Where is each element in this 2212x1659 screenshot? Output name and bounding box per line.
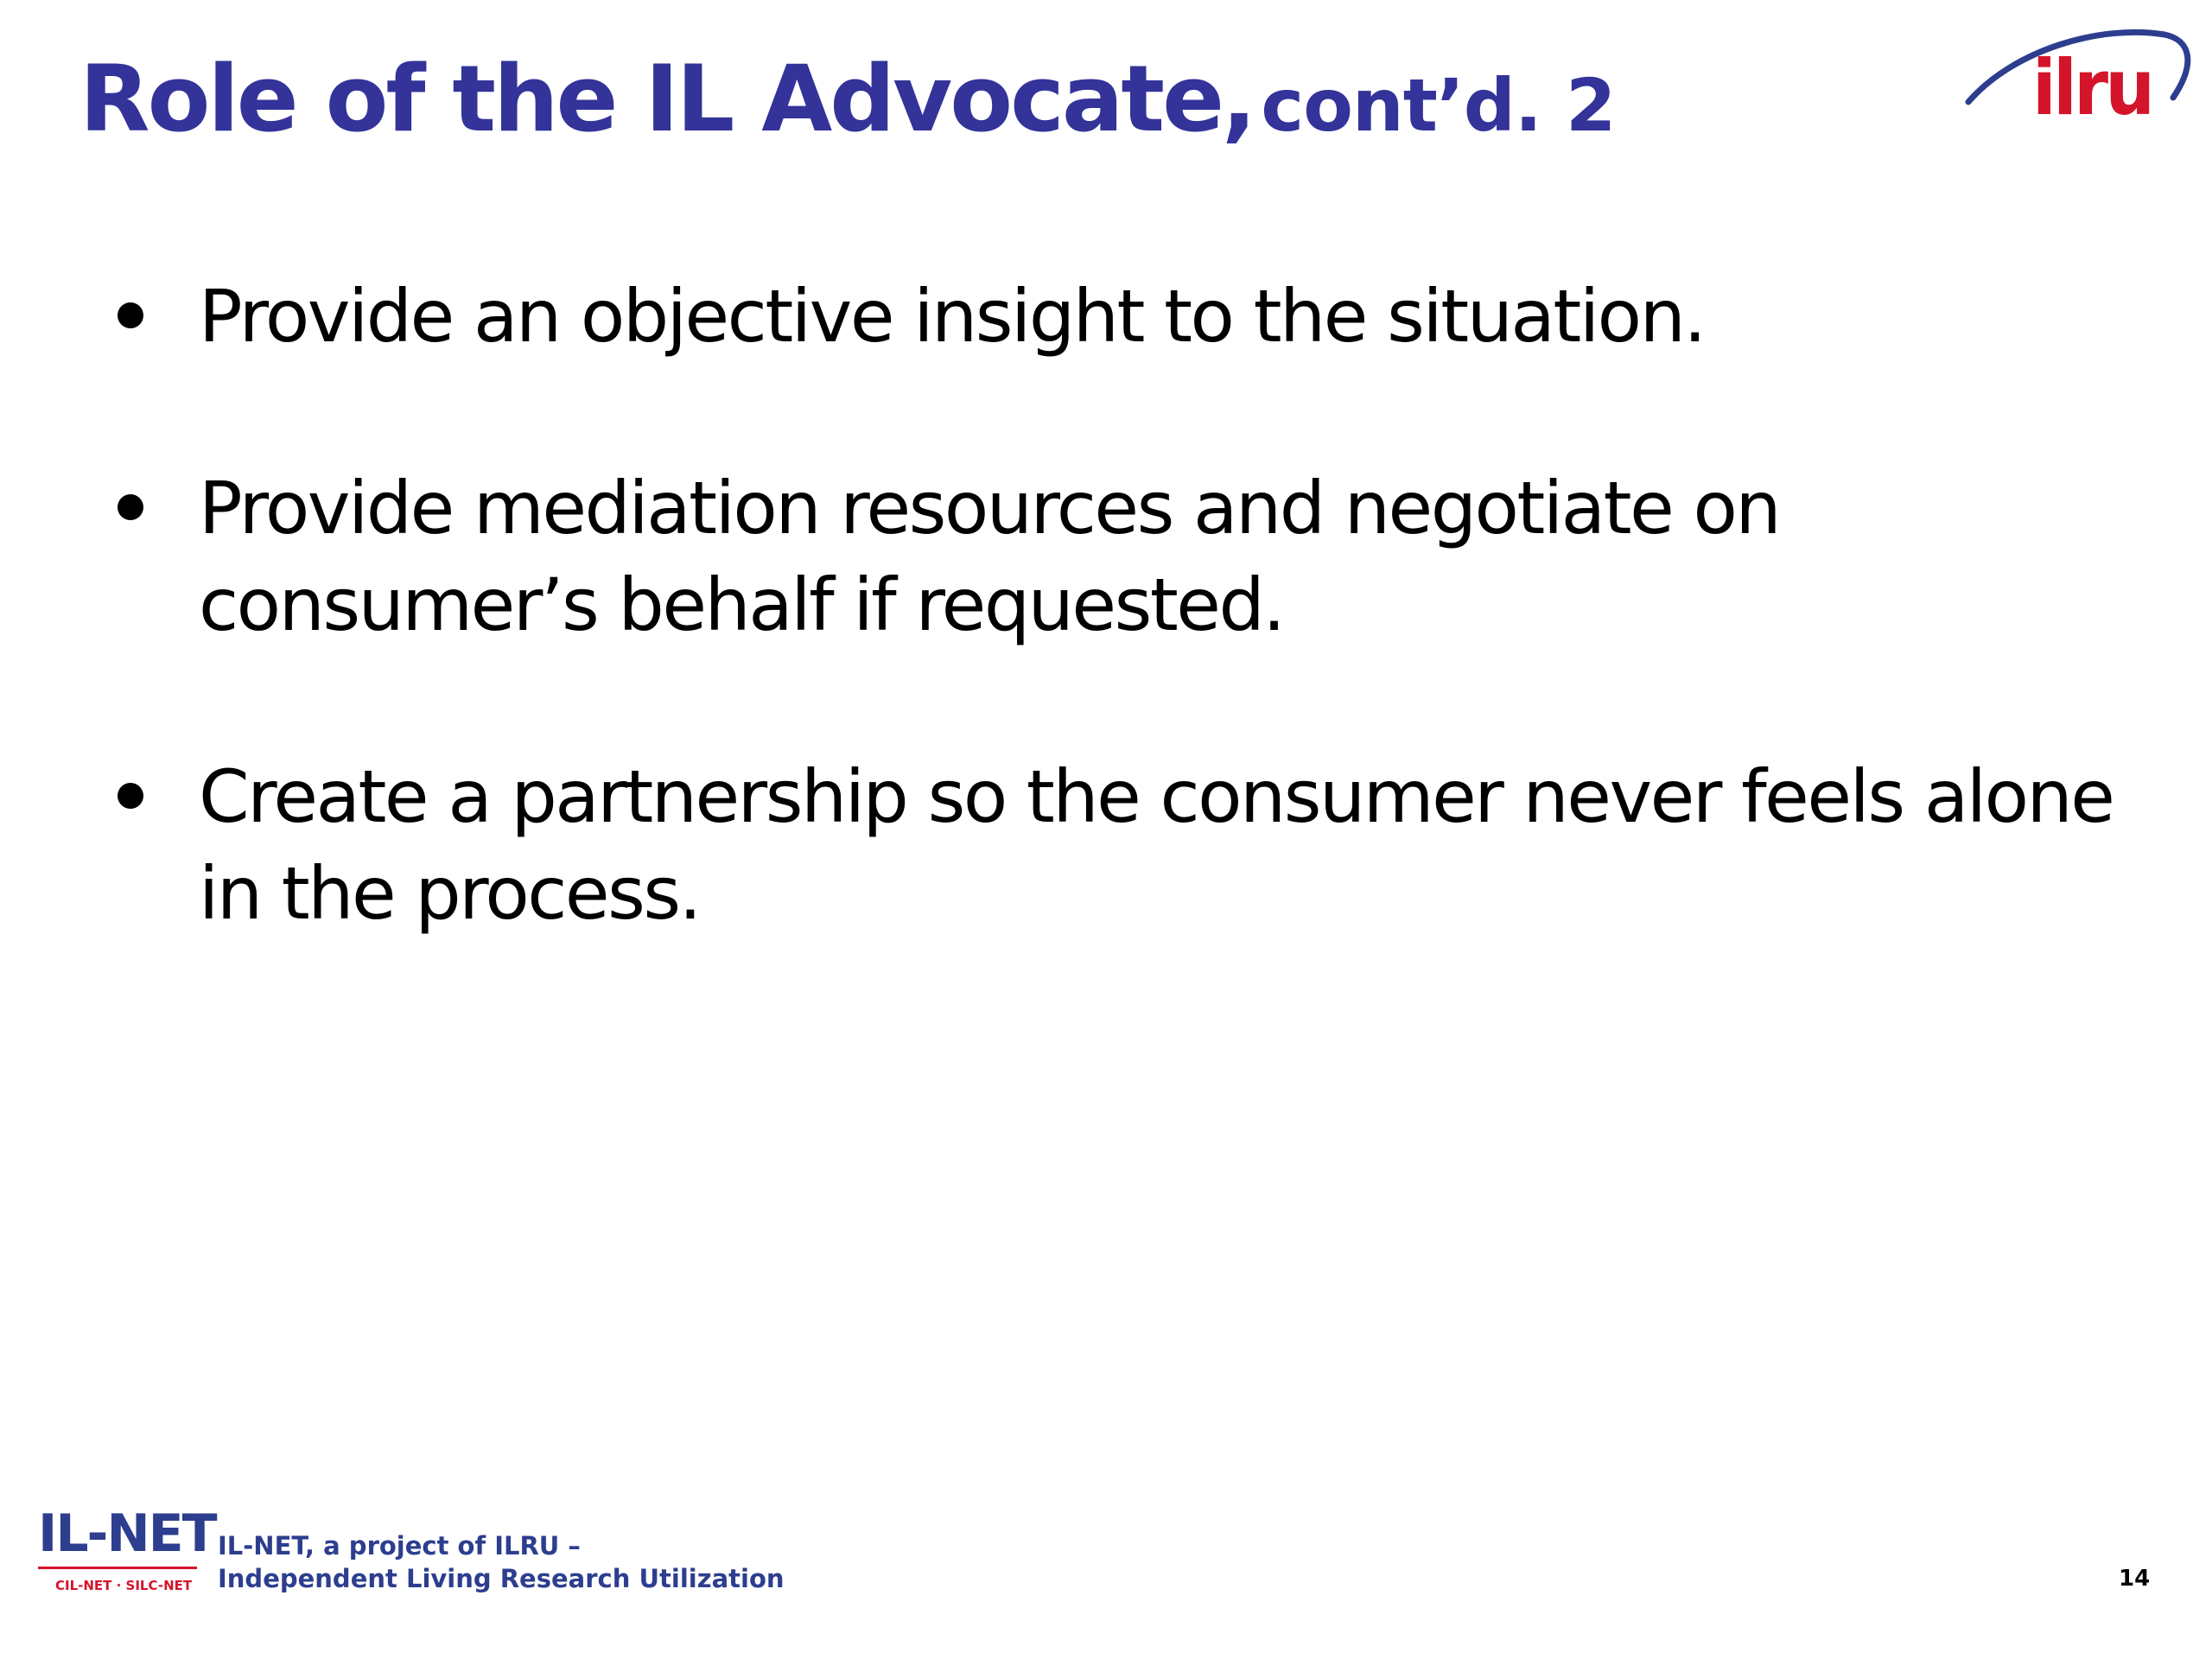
bullet-dot-icon (118, 494, 143, 520)
ilru-logo (1961, 16, 2195, 145)
il-net-logo-divider (38, 1567, 197, 1569)
bullet-text: Provide mediation resources and negotiate on consumer’s behalf if requested. (199, 466, 1780, 647)
slide-title-main: Role of the IL Advocate, (79, 46, 1255, 152)
bullet-dot-icon (118, 783, 143, 809)
footer-line-2: Independent Living Research Utilization (218, 1564, 785, 1593)
bullet-list (112, 268, 2117, 1037)
il-net-logo-text: IL-NET (38, 1503, 216, 1564)
slide-title (79, 46, 1616, 152)
bullet-item (112, 748, 2117, 942)
il-net-logo (38, 1503, 216, 1603)
footer-line-1: IL-NET, a project of ILRU – (218, 1531, 581, 1560)
bullet-dot-icon (118, 302, 143, 328)
page-number: 14 (2119, 1566, 2151, 1592)
footer-attribution (218, 1529, 785, 1595)
ilru-logo-text: ilru (2032, 43, 2152, 132)
bullet-item (112, 268, 2117, 365)
bullet-item (112, 460, 2117, 653)
bullet-text: Create a partnership so the consumer never feels alone in the process. (199, 754, 2113, 936)
bullet-text: Provide an objective insight to the situation. (199, 274, 1705, 359)
il-net-logo-subtext: CIL-NET · SILC-NET (55, 1578, 193, 1593)
slide-title-suffix: cont’d. 2 (1261, 63, 1616, 148)
